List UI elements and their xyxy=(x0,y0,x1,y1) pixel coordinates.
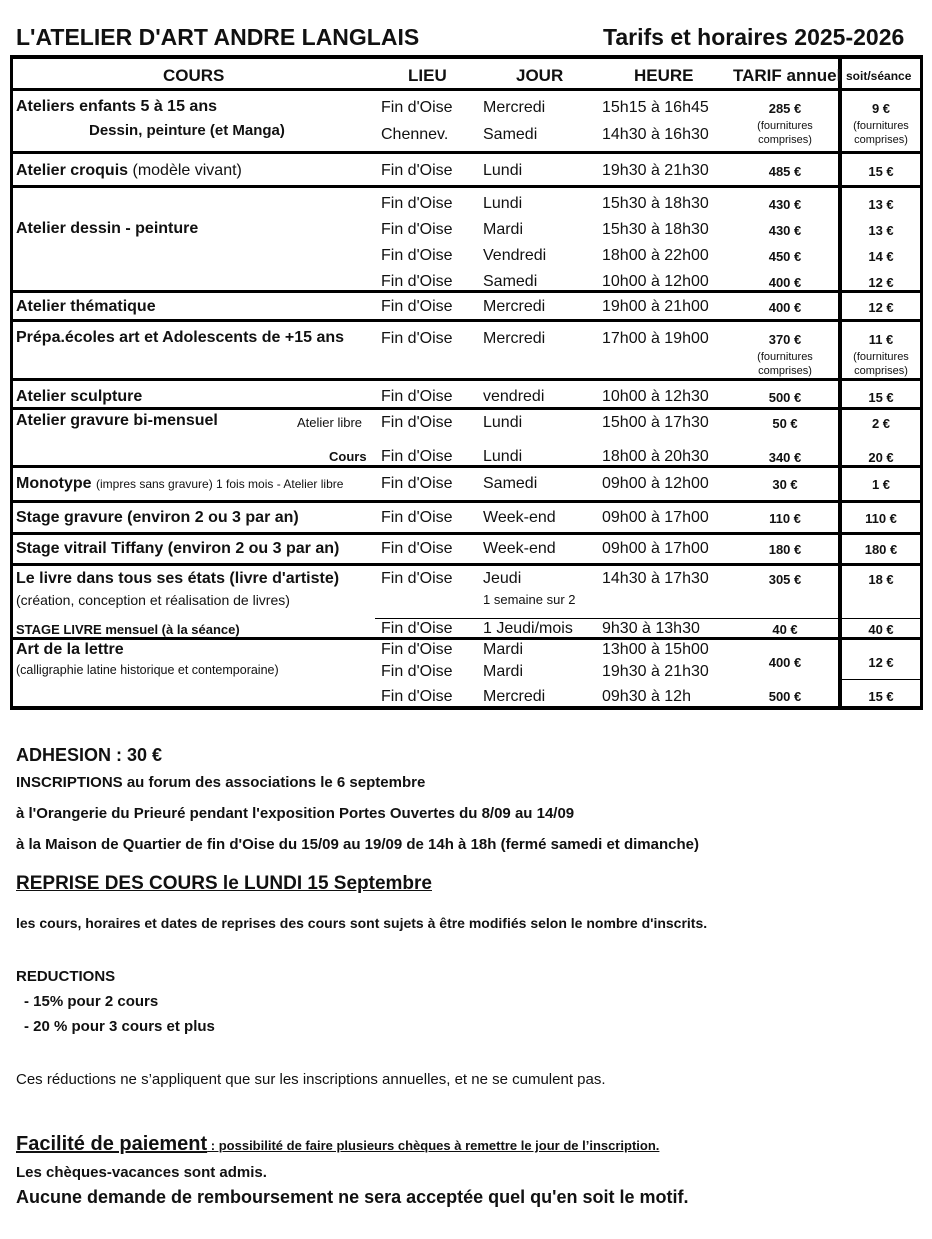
tarif: 340 € xyxy=(768,450,802,465)
seance: 110 € xyxy=(865,511,897,526)
seance: 13 € xyxy=(868,223,894,238)
jour: Mercredi xyxy=(483,330,546,347)
heure: 09h30 à 12h xyxy=(602,688,691,705)
note: (fournitures xyxy=(853,120,909,132)
header-lieu: LIEU xyxy=(408,66,447,85)
lieu: Fin d'Oise xyxy=(381,221,453,238)
heure: 15h30 à 18h30 xyxy=(602,221,709,238)
inscriptions-line: à la Maison de Quartier de fin d'Oise du 15/09 au 19/09 de 14h à 18h (fermé samedi et dimanche) xyxy=(16,836,699,853)
tarif: 450 € xyxy=(768,249,802,264)
heure: 19h30 à 21h30 xyxy=(602,162,709,179)
seance: 12 € xyxy=(868,655,894,670)
tarif: 30 € xyxy=(772,477,798,492)
tarif: 430 € xyxy=(768,197,802,212)
seance: 15 € xyxy=(868,689,894,704)
seance: 18 € xyxy=(868,572,894,587)
note: (fournitures xyxy=(757,120,813,132)
page-subtitle: Tarifs et horaires 2025-2026 xyxy=(603,24,905,50)
lieu: Fin d'Oise xyxy=(381,570,453,587)
course-name: Ateliers enfants 5 à 15 ans xyxy=(16,98,217,115)
note: comprises) xyxy=(854,365,908,377)
header-tarif: TARIF annuel xyxy=(733,66,842,85)
heure: 17h00 à 19h00 xyxy=(602,330,709,347)
jour: Lundi xyxy=(483,162,523,179)
reduction-item: - 20 % pour 3 cours et plus xyxy=(24,1018,215,1035)
tarif: 110 € xyxy=(769,511,801,526)
lieu: Fin d'Oise xyxy=(381,298,453,315)
lieu: Fin d'Oise xyxy=(381,540,453,557)
note: comprises) xyxy=(854,134,908,146)
heure: 09h00 à 17h00 xyxy=(602,540,709,557)
jour: Mardi xyxy=(483,663,524,680)
seance: 9 € xyxy=(871,101,891,116)
heure: 09h00 à 17h00 xyxy=(602,509,709,526)
lieu: Fin d'Oise xyxy=(381,620,453,637)
tarif: 500 € xyxy=(768,390,802,405)
tarif: 500 € xyxy=(768,689,802,704)
course-name: Atelier dessin - peinture xyxy=(16,220,199,237)
lieu: Fin d'Oise xyxy=(381,273,453,290)
cheques-note: Les chèques-vacances sont admis. xyxy=(16,1164,267,1181)
heure: 19h30 à 21h30 xyxy=(602,663,709,680)
lieu: Fin d'Oise xyxy=(381,388,453,405)
jour: Mercredi xyxy=(483,99,546,116)
course-sub: (calligraphie latine historique et contemporaine) xyxy=(16,663,279,677)
course-name: Atelier gravure bi-mensuel xyxy=(16,412,218,429)
seance: 12 € xyxy=(868,300,894,315)
note: (fournitures xyxy=(757,351,813,363)
course-name: Atelier sculpture xyxy=(16,388,143,405)
tarif: 40 € xyxy=(772,622,798,637)
heure: 15h30 à 18h30 xyxy=(602,195,709,212)
seance: 1 € xyxy=(871,477,891,492)
header-seance: soit/séance xyxy=(846,69,912,83)
header-jour: JOUR xyxy=(516,66,564,85)
course-name: Monotype (impres sans gravure) 1 fois mois - Atelier libre xyxy=(16,475,344,492)
heure: 09h00 à 12h00 xyxy=(602,475,709,492)
course-sub: (création, conception et réalisation de livres) xyxy=(16,592,290,608)
tarif: 400 € xyxy=(768,275,802,290)
heure: 14h30 à 17h30 xyxy=(602,570,709,587)
inscriptions-line: INSCRIPTIONS au forum des associations le 6 septembre xyxy=(16,774,426,791)
lieu: Fin d'Oise xyxy=(381,688,453,705)
jour: Mercredi xyxy=(483,298,546,315)
jour: Lundi xyxy=(483,414,523,431)
lieu: Fin d'Oise xyxy=(381,663,453,680)
lieu: Fin d'Oise xyxy=(381,475,453,492)
adhesion: ADHESION : 30 € xyxy=(16,745,163,765)
tarif: 305 € xyxy=(768,572,802,587)
remboursement-note: Aucune demande de remboursement ne sera acceptée quel qu'en soit le motif. xyxy=(16,1187,689,1207)
heure: 13h00 à 15h00 xyxy=(602,641,709,658)
lieu: Fin d'Oise xyxy=(381,195,453,212)
heure: 18h00 à 22h00 xyxy=(602,247,709,264)
jour: Samedi xyxy=(483,273,538,290)
jour: Samedi xyxy=(483,126,538,143)
jour-sub: 1 semaine sur 2 xyxy=(483,592,576,607)
lieu: Fin d'Oise xyxy=(381,247,453,264)
course-sub: Cours xyxy=(329,449,367,464)
seance: 40 € xyxy=(868,622,894,637)
note: comprises) xyxy=(758,365,812,377)
jour: Week-end xyxy=(483,540,556,557)
course-name: Atelier croquis (modèle vivant) xyxy=(16,162,242,179)
lieu: Fin d'Oise xyxy=(381,641,453,658)
heure: 9h30 à 13h30 xyxy=(602,620,700,637)
reprise-heading: REPRISE DES COURS le LUNDI 15 Septembre xyxy=(16,873,432,894)
tarif: 400 € xyxy=(768,655,802,670)
seance: 15 € xyxy=(868,390,894,405)
tarif: 370 € xyxy=(768,332,802,347)
header-heure: HEURE xyxy=(634,66,694,85)
note: comprises) xyxy=(758,134,812,146)
jour: 1 Jeudi/mois xyxy=(483,620,573,637)
lieu: Fin d'Oise xyxy=(381,414,453,431)
seance: 180 € xyxy=(864,542,898,557)
reduction-item: - 15% pour 2 cours xyxy=(24,993,159,1010)
course-name: Stage gravure (environ 2 ou 3 par an) xyxy=(16,509,299,526)
seance: 12 € xyxy=(868,275,894,290)
jour: Vendredi xyxy=(483,247,547,264)
reductions-title: REDUCTIONS xyxy=(16,968,116,985)
seance: 15 € xyxy=(868,164,894,179)
tarif: 285 € xyxy=(768,101,802,116)
seance: 2 € xyxy=(871,416,891,431)
heure: 14h30 à 16h30 xyxy=(602,126,709,143)
jour: Lundi xyxy=(483,448,523,465)
seance: 20 € xyxy=(868,450,894,465)
tarif: 485 € xyxy=(768,164,802,179)
tarif: 180 € xyxy=(768,542,802,557)
inscriptions-line: à l'Orangerie du Prieuré pendant l'exposition Portes Ouvertes du 8/09 au 14/09 xyxy=(16,805,575,822)
jour: vendredi xyxy=(483,388,545,405)
facilite-paiement: Facilité de paiement : possibilité de faire plusieurs chèques à remettre le jour de l’inscription. xyxy=(16,1133,660,1155)
heure: 18h00 à 20h30 xyxy=(602,448,709,465)
lieu: Fin d'Oise xyxy=(381,99,453,116)
lieu: Fin d'Oise xyxy=(381,162,453,179)
heure: 10h00 à 12h00 xyxy=(602,273,709,290)
jour: Mercredi xyxy=(483,688,546,705)
jour: Mardi xyxy=(483,641,524,658)
course-name: Prépa.écoles art et Adolescents de +15 ans xyxy=(16,329,345,346)
heure: 19h00 à 21h00 xyxy=(602,298,709,315)
lieu: Fin d'Oise xyxy=(381,509,453,526)
course-sub: Atelier libre xyxy=(297,415,363,430)
tarif: 400 € xyxy=(768,300,802,315)
jour: Mardi xyxy=(483,221,524,238)
course-name: Stage vitrail Tiffany (environ 2 ou 3 par an) xyxy=(16,540,340,557)
tarif: 50 € xyxy=(772,416,798,431)
seance: 13 € xyxy=(868,197,894,212)
course-name: Atelier thématique xyxy=(16,298,156,315)
course-name: Art de la lettre xyxy=(16,641,124,658)
modification-note: les cours, horaires et dates de reprises des cours sont sujets à être modifiés selon le nombre d'inscrits. xyxy=(16,915,708,931)
reductions-note: Ces réductions ne s’appliquent que sur les inscriptions annuelles, et ne se cumulent pas. xyxy=(16,1071,606,1088)
heure: 15h15 à 16h45 xyxy=(602,99,709,116)
lieu: Chennev. xyxy=(381,126,449,143)
tarif: 430 € xyxy=(768,223,802,238)
note: (fournitures xyxy=(853,351,909,363)
lieu: Fin d'Oise xyxy=(381,330,453,347)
jour: Samedi xyxy=(483,475,538,492)
seance: 14 € xyxy=(868,249,894,264)
lieu: Fin d'Oise xyxy=(381,448,453,465)
course-name: STAGE LIVRE mensuel (à la séance) xyxy=(16,622,240,637)
jour: Lundi xyxy=(483,195,523,212)
course-sub: Dessin, peinture (et Manga) xyxy=(89,122,285,139)
header-cours: COURS xyxy=(163,66,225,85)
seance: 11 € xyxy=(868,332,894,347)
page-title: L'ATELIER D'ART ANDRE LANGLAIS xyxy=(16,24,420,50)
jour: Jeudi xyxy=(483,570,522,587)
heure: 10h00 à 12h30 xyxy=(602,388,709,405)
course-name: Le livre dans tous ses états (livre d'artiste) xyxy=(16,570,340,587)
heure: 15h00 à 17h30 xyxy=(602,414,709,431)
jour: Week-end xyxy=(483,509,556,526)
